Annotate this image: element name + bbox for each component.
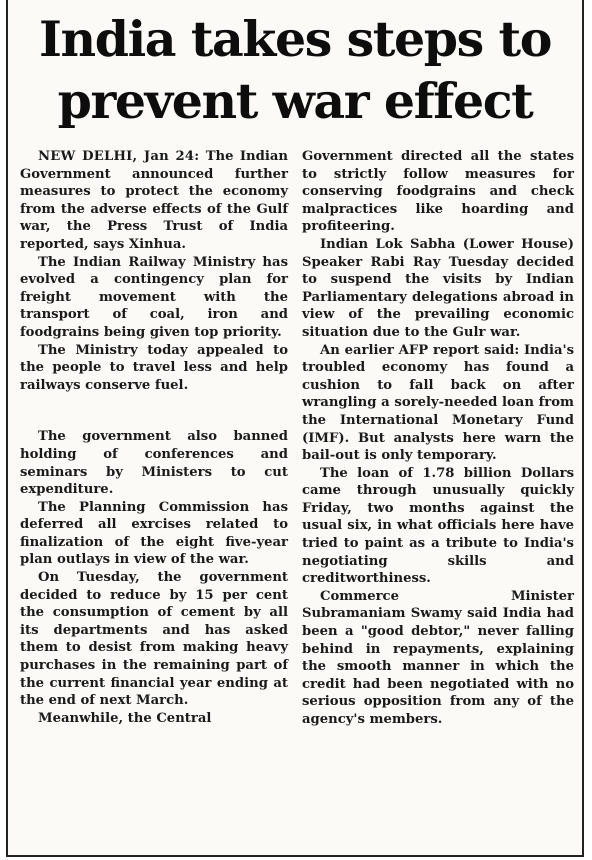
article-paragraph: The loan of 1.78 billion Dollars came through unusually quickly Friday, two months against the usual six, in what officials here have tried to paint as a tribute to India's negotiating skills and creditworthiness.	[302, 465, 574, 587]
newspaper-clipping	[6, 0, 584, 857]
article-paragraph: An earlier AFP report said: India's troubled economy has found a cushion to fall back on after wrangling a sorely-needed loan from the International Monetary Fund (IMF). But analysts here warn the bail-out is only temporary.	[302, 342, 574, 464]
article-paragraph: The Ministry today appealed to the people to travel less and help railways conserve fuel.	[20, 342, 288, 393]
article-paragraph: The Indian Railway Ministry has evolved a contingency plan for freight movement with the transport of coal, iron and foodgrains being given top priority.	[20, 254, 288, 340]
article-paragraph: Meanwhile, the Central	[38, 710, 212, 726]
paragraph-text: The Indian Government announced further measures to protect the economy from the adverse effects of the Gulf war, the Press Trust of India reported, says Xinhua.	[20, 149, 288, 252]
article-paragraph: The Planning Commission has deferred all exrcises related to finalization of the eight five-year plan outlays in view of the war.	[20, 499, 288, 568]
article-paragraph	[20, 148, 288, 254]
headline: India takes steps to prevent war effect	[38, 10, 551, 130]
dateline: NEW DELHI, Jan 24:	[38, 149, 200, 164]
article-column-left	[20, 148, 288, 727]
article-column-right	[302, 148, 574, 729]
article-paragraph: Government directed all the states to strictly follow measures for conserving foodgrains and check malpractices like hoarding and profiteering.	[302, 149, 574, 235]
article-paragraph: Indian Lok Sabha (Lower House) Speaker Rabi Ray Tuesday decided to suspend the visits by Indian Parliamentary delegations abroad in view of the prevailing economic situation due to the Gulr war.	[302, 236, 574, 340]
article-paragraph: On Tuesday, the government decided to reduce by 15 per cent the consumption of cement by all its departments and has asked them to desist from making heavy purchases in the remaining part of the current financial year ending at the end of next March.	[20, 570, 288, 709]
article-paragraph: Commerce Minister Subramaniam Swamy said India had been a "good debtor," never falling behind in repayments, explaining the smooth manner in which the credit had been negotiated with no serious opposition from any of the agency's members.	[302, 588, 574, 727]
article-paragraph: The government also banned holding of conferences and seminars by Ministers to cut expenditure.	[20, 429, 288, 498]
